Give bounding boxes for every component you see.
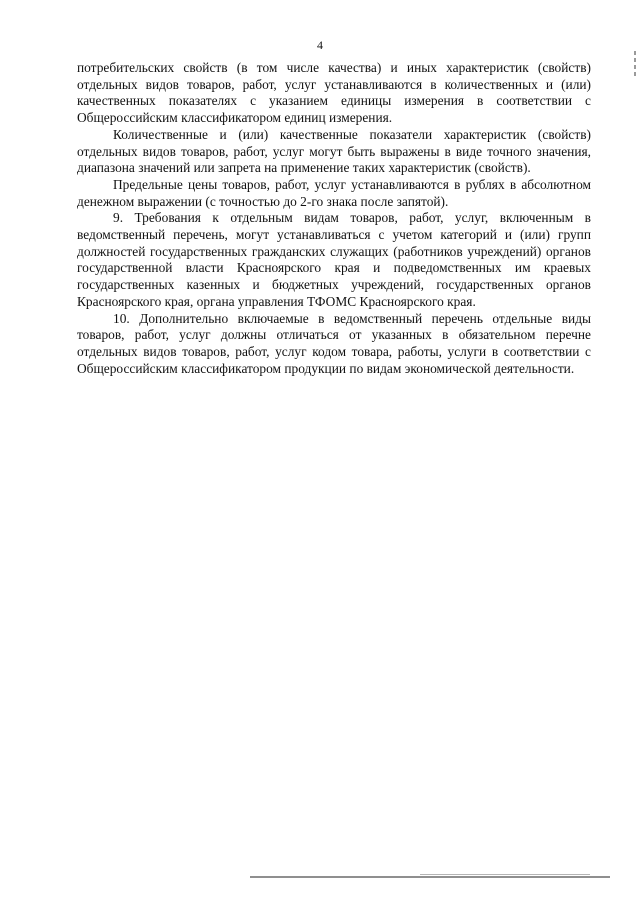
scan-dot (634, 72, 636, 76)
scan-dot (634, 58, 636, 62)
paragraph-item-10: 10. Дополнительно включаемые в ведомственный перечень отдельные виды товаров, работ, услуг должны отличаться от указанных в обязательном перечне отдельных видов товаров, работ, услуг кодом товара, работы, услуги в соответствии с Общероссийским классификатором продукции по видам экономической деятельности. (77, 310, 591, 376)
paragraph-continuation: потребительских свойств (в том числе качества) и иных характеристик (свойств) отдельных видов товаров, работ, услуг устанавливаются в количественных и (или) качественных показателях с указанием единицы измерения в соответствии с Общероссийским классификатором единиц измерения. (77, 60, 591, 126)
document-body (77, 60, 591, 377)
scan-bottom-line (250, 876, 610, 878)
scan-bottom-line-faint (420, 874, 590, 875)
paragraph-indicators: Количественные и (или) качественные показатели характеристик (свойств) отдельных видов товаров, работ, услуг могут быть выражены в виде точного значения, диапазона значений или запрета на применение таких характеристик (свойств). (77, 126, 591, 176)
scan-edge-mark (632, 48, 638, 88)
scan-dot (634, 65, 636, 69)
scan-dot (634, 51, 636, 55)
page-number: 4 (317, 38, 323, 52)
paragraph-item-9: 9. Требования к отдельным видам товаров, работ, услуг, включенным в ведомственный перечень, могут устанавливаться с учетом категорий и (или) групп должностей государственных гражданских служащих (работников учреждений) органов государственной власти Красноярского края и подведомственных им краевых государственных казенных и бюджетных учреждений, государственных органов Красноярского края, органа управления ТФОМС Красноярского края. (77, 210, 591, 309)
paragraph-price-limits: Предельные цены товаров, работ, услуг устанавливаются в рублях в абсолютном денежном выражении (с точностью до 2-го знака после запятой). (77, 176, 591, 209)
